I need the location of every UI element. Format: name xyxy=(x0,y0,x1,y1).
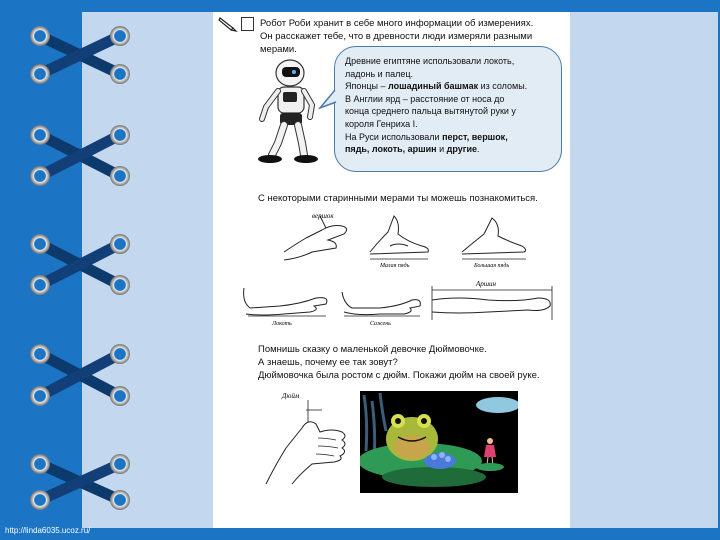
pencil-icon xyxy=(218,16,238,32)
tale-line-2: А знаешь, почему ее так зовут? xyxy=(258,357,398,368)
thumbelina-picture xyxy=(360,391,518,493)
measures-intro: С некоторыми старинными мерами ты можешь познакомиться. xyxy=(258,193,538,204)
bubble-line-5: конца среднего пальца вытянутой руки у xyxy=(345,106,516,117)
label-inch: Дюйм xyxy=(282,392,300,400)
tale-text xyxy=(258,343,568,382)
label-small-span: Малая пядь xyxy=(380,263,410,268)
label-vershok: вершок xyxy=(312,212,334,220)
big-span-illustration xyxy=(458,212,530,268)
lace-pair-5 xyxy=(30,454,130,510)
speech-bubble xyxy=(334,46,562,172)
elbow-arm-illustration xyxy=(240,278,332,326)
task-checkbox[interactable] xyxy=(241,17,254,31)
intro-line-1: Робот Роби хранит в себе много информации об измерениях. xyxy=(260,18,534,29)
bubble-line-2: ладонь и палец. xyxy=(345,68,413,79)
bubble-line-6: короля Генриха I. xyxy=(345,118,418,129)
lace-pair-3 xyxy=(30,234,130,295)
arshin-arm-illustration xyxy=(428,276,558,328)
label-big-span: Большая пядь xyxy=(474,263,510,268)
bubble-tail xyxy=(318,88,338,112)
bubble-line-4: В Англии ярд – расстояние от носа до xyxy=(345,93,505,104)
tale-line-3: Дюймовочка была ростом с дюйм. Покажи дюйм на своей руке. xyxy=(258,370,540,381)
intro-line-2: Он расскажет тебе, что в древности люди измеряли разными xyxy=(260,31,533,42)
vershok-hand-illustration xyxy=(282,208,354,262)
bubble-line-8: пядь, локоть, аршин и другие. xyxy=(345,144,480,155)
lace-binding xyxy=(0,0,150,540)
lace-pair-1 xyxy=(30,26,130,84)
sazhen-arm-illustration xyxy=(340,278,424,326)
label-lokot: Локоть xyxy=(272,321,292,326)
robot-illustration xyxy=(252,55,324,167)
bubble-line-1: Древние египтяне использовали локоть, xyxy=(345,56,515,66)
label-sazhen: Сажень xyxy=(370,321,391,326)
inch-hand-illustration xyxy=(262,388,352,488)
bubble-line-3: Японцы – лошадиный башмак из соломы. xyxy=(345,81,528,92)
footer-url[interactable]: http://linda6035.ucoz.ru/ xyxy=(5,526,91,535)
lace-pair-2 xyxy=(30,125,130,186)
label-arshin: Аршин xyxy=(476,280,497,288)
tale-line-1: Помнишь сказку о маленькой девочке Дюймовочке. xyxy=(258,344,487,355)
small-span-illustration xyxy=(364,212,436,268)
bubble-line-7: На Руси использовали перст, вершок, xyxy=(345,131,508,142)
intro-line-3: мерами. xyxy=(260,44,297,55)
lace-pair-4 xyxy=(30,344,130,406)
